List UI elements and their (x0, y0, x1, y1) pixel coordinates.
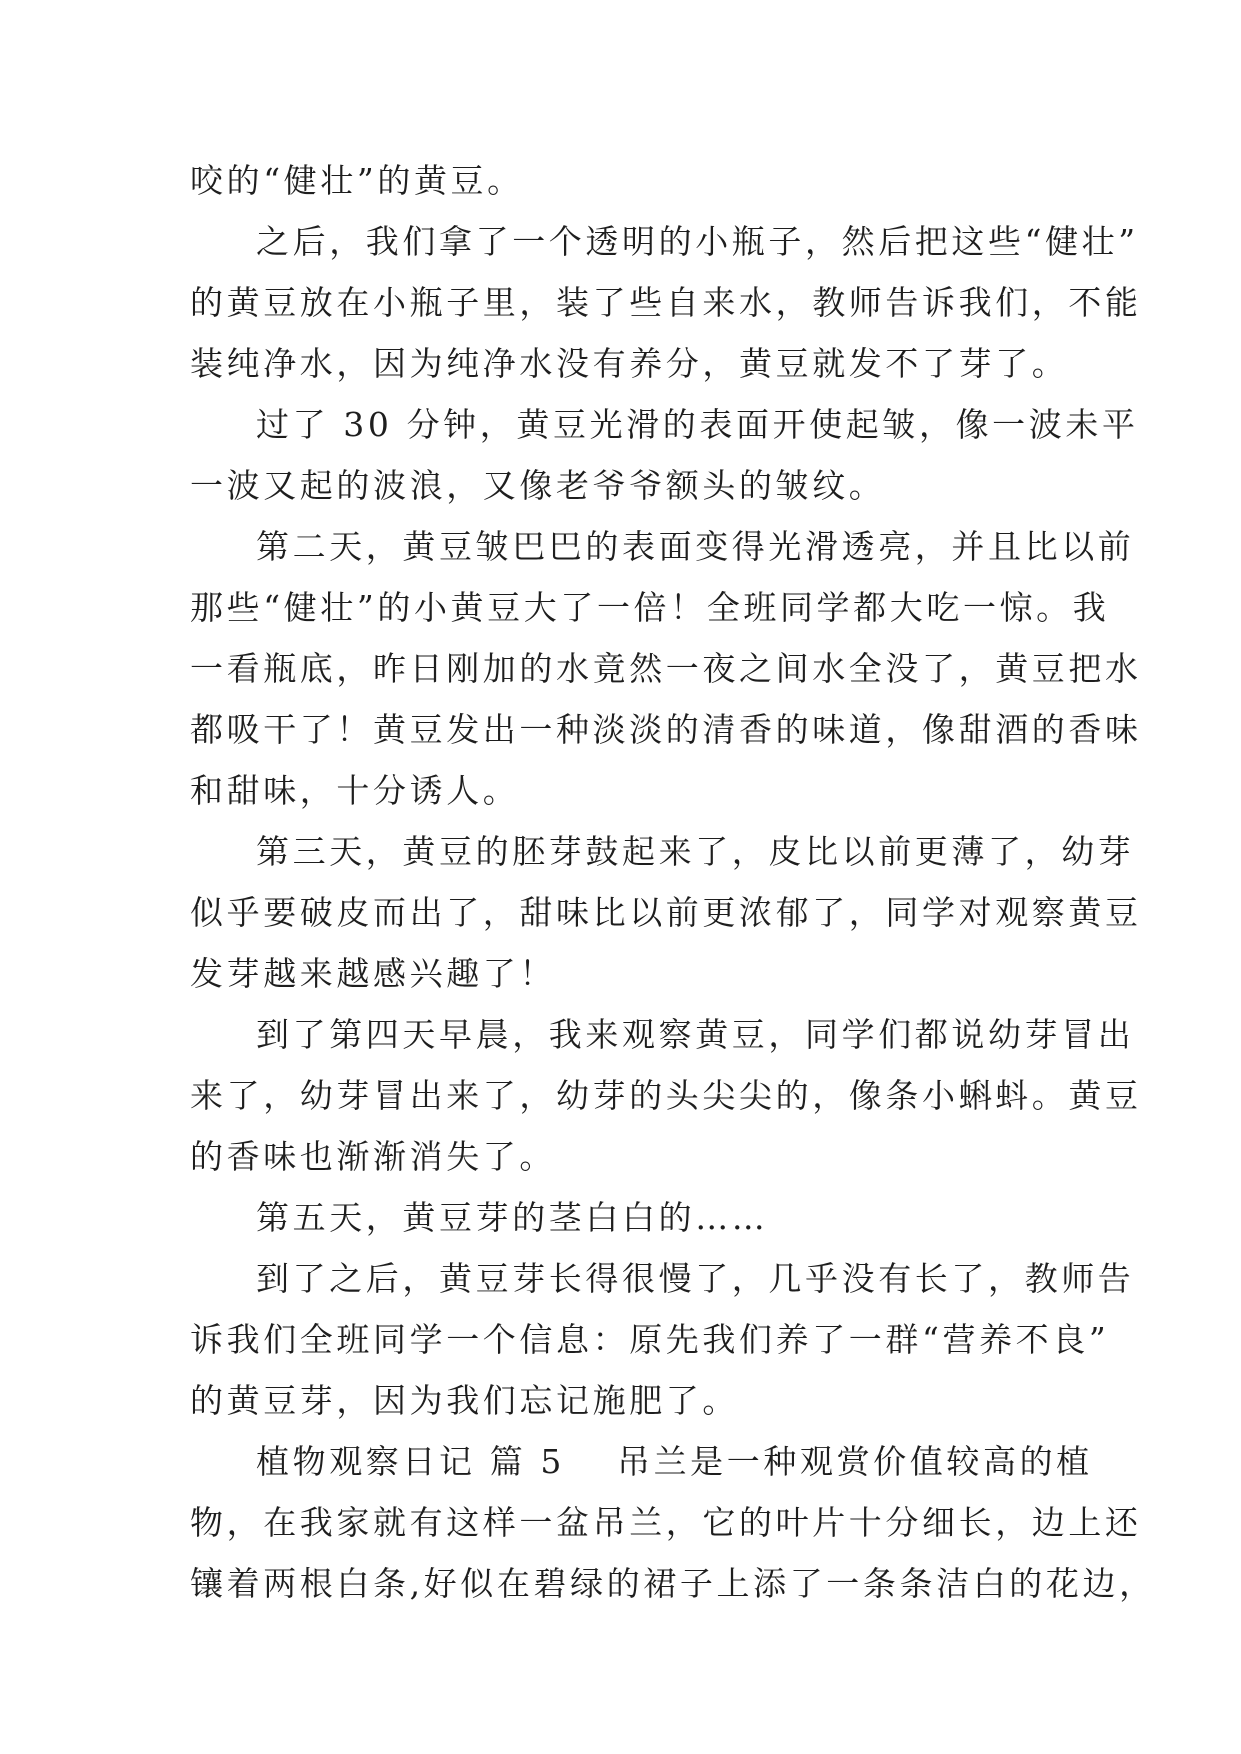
section-heading: 植物观察日记 篇 5 (256, 1442, 565, 1481)
text-line: 的黄豆放在小瓶子里，装了些自来水，教师告诉我们，不能 (190, 283, 1142, 322)
text-line: 物，在我家就有这样一盆吊兰，它的叶片十分细长，边上还 (190, 1503, 1142, 1542)
text-line: 发芽越来越感兴趣了！ (190, 954, 556, 993)
document-body (190, 150, 1156, 1614)
text-line: 第五天，黄豆芽的茎白白的…… (256, 1198, 769, 1237)
section-first-line: 吊兰是一种观赏价值较高的植 (616, 1442, 1093, 1481)
text-line: 过了 30 分钟，黄豆光滑的表面开使起皱，像一波未平 (256, 405, 1139, 444)
text-line: 似乎要破皮而出了，甜味比以前更浓郁了，同学对观察黄豆 (190, 893, 1142, 932)
text-line: 第二天，黄豆皱巴巴的表面变得光滑透亮，并且比以前 (256, 527, 1135, 566)
text-line: 到了第四天早晨，我来观察黄豆，同学们都说幼芽冒出 (256, 1015, 1135, 1054)
text-line: 的香味也渐渐消失了。 (190, 1137, 556, 1176)
text-line: 第三天，黄豆的胚芽鼓起来了，皮比以前更薄了，幼芽 (256, 832, 1135, 871)
text-line: 镶着两根白条,好似在碧绿的裙子上添了一条条洁白的花边， (190, 1564, 1156, 1603)
text-line: 诉我们全班同学一个信息：原先我们养了一群“营养不良” (190, 1320, 1110, 1359)
text-line: 装纯净水，因为纯净水没有养分，黄豆就发不了芽了。 (190, 344, 1069, 383)
text-line: 一波又起的波浪，又像老爷爷额头的皱纹。 (190, 466, 886, 505)
text-line: 那些“健壮”的小黄豆大了一倍！全班同学都大吃一惊。我 (190, 588, 1110, 627)
text-line: 到了之后，黄豆芽长得很慢了，几乎没有长了，教师告 (256, 1259, 1135, 1298)
text-line: 之后，我们拿了一个透明的小瓶子，然后把这些“健壮” (256, 222, 1139, 261)
text-line: 来了，幼芽冒出来了，幼芽的头尖尖的，像条小蝌蚪。黄豆 (190, 1076, 1142, 1115)
text-line: 都吸干了！黄豆发出一种淡淡的清香的味道，像甜酒的香味 (190, 710, 1142, 749)
text-line: 咬的“健壮”的黄豆。 (190, 161, 524, 200)
text-line: 一看瓶底，昨日刚加的水竟然一夜之间水全没了，黄豆把水 (190, 649, 1142, 688)
section-heading-line (190, 1431, 1093, 1492)
text-line: 和甜味，十分诱人。 (190, 771, 520, 810)
text-line: 的黄豆芽，因为我们忘记施肥了。 (190, 1381, 739, 1420)
